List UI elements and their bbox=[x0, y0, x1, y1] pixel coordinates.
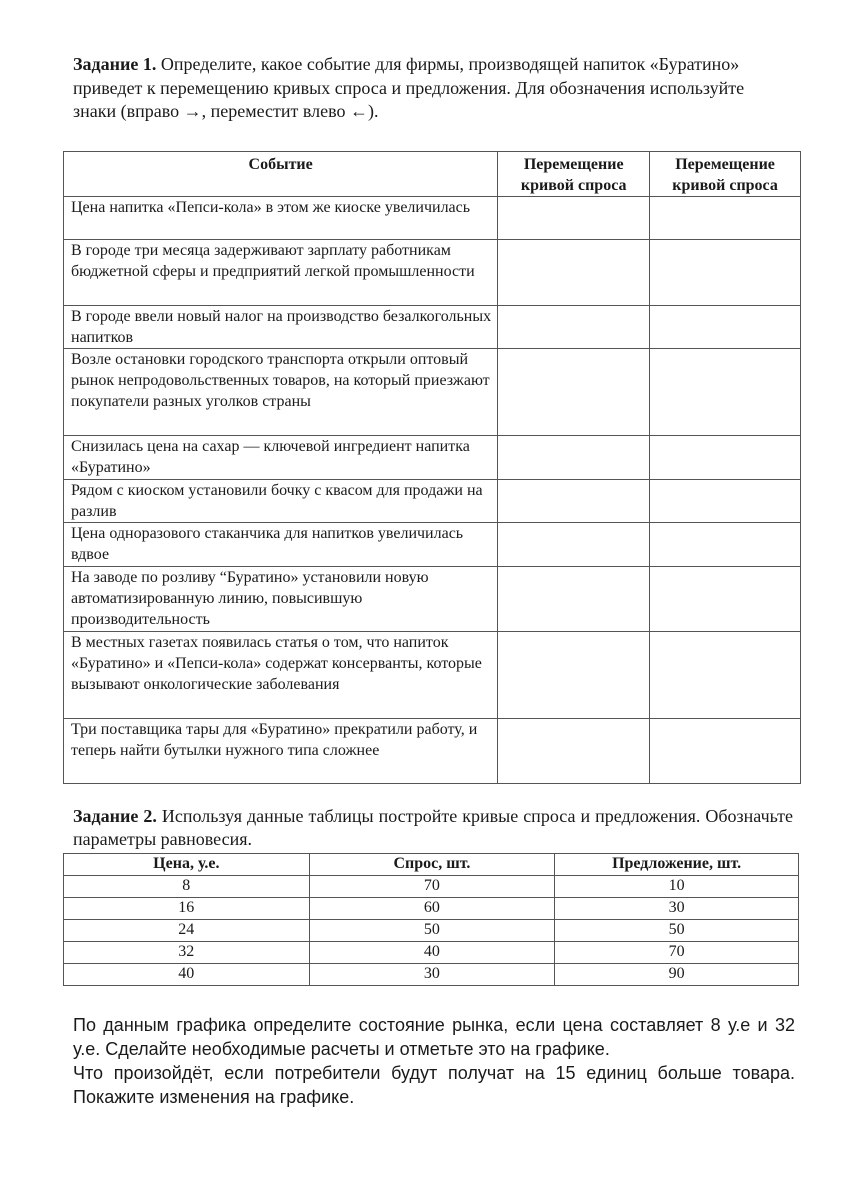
demand-cell: 40 bbox=[309, 942, 555, 964]
events-table bbox=[63, 151, 801, 784]
table-row bbox=[64, 964, 799, 986]
table-row bbox=[64, 523, 801, 567]
supply-cell: 50 bbox=[555, 920, 799, 942]
demand-shift-cell[interactable] bbox=[498, 197, 650, 240]
table-row bbox=[64, 436, 801, 480]
table-row bbox=[64, 942, 799, 964]
table-row bbox=[64, 306, 801, 349]
demand-shift-cell[interactable] bbox=[498, 240, 650, 306]
task1-text: Определите, какое событие для фирмы, производящей напиток «Буратино» приведет к перемещению кривых спроса и предложения. Для обозначения используйте знаки (вправо →, переместит влево ←). bbox=[73, 54, 745, 121]
supply-cell: 70 bbox=[555, 942, 799, 964]
supply-shift-cell[interactable] bbox=[650, 306, 801, 349]
event-cell: В местных газетах появилась статья о том, что напиток «Буратино» и «Пепси-кола» содержат консерванты, которые вызывают онкологические заболевания bbox=[64, 632, 498, 719]
supply-shift-cell[interactable] bbox=[650, 480, 801, 523]
demand-cell: 70 bbox=[309, 876, 555, 898]
supply-shift-cell[interactable] bbox=[650, 567, 801, 632]
price-cell: 40 bbox=[64, 964, 310, 986]
supply-shift-cell[interactable] bbox=[650, 719, 801, 784]
table-row bbox=[64, 719, 801, 784]
header-price: Цена, у.е. bbox=[64, 854, 310, 876]
event-cell: Возле остановки городского транспорта открыли оптовый рынок непродовольственных товаров, на который приезжают покупатели разных уголков страны bbox=[64, 349, 498, 436]
supply-demand-table bbox=[63, 853, 799, 986]
demand-shift-cell[interactable] bbox=[498, 523, 650, 567]
demand-shift-cell[interactable] bbox=[498, 349, 650, 436]
instruction-paragraph: По данным графика определите состояние рынка, если цена составляет 8 у.е и 32 у.е. Сделайте необходимые расчеты и отметьте это на графике. bbox=[73, 1015, 795, 1059]
task2-paragraph bbox=[73, 805, 793, 851]
event-cell: В городе три месяца задерживают зарплату работникам бюджетной сферы и предприятий легкой промышленности bbox=[64, 240, 498, 306]
supply-shift-cell[interactable] bbox=[650, 197, 801, 240]
header-supply: Предложение, шт. bbox=[555, 854, 799, 876]
header-demand-shift: Перемещение кривой спроса bbox=[498, 152, 650, 197]
supply-cell: 30 bbox=[555, 898, 799, 920]
supply-shift-cell[interactable] bbox=[650, 436, 801, 480]
task1-paragraph bbox=[73, 53, 773, 124]
event-cell: Три поставщика тары для «Буратино» прекратили работу, и теперь найти бутылки нужного типа сложнее bbox=[64, 719, 498, 784]
event-cell: Снизилась цена на сахар — ключевой ингредиент напитка «Буратино» bbox=[64, 436, 498, 480]
supply-cell: 90 bbox=[555, 964, 799, 986]
price-cell: 32 bbox=[64, 942, 310, 964]
table-row bbox=[64, 920, 799, 942]
table-row bbox=[64, 876, 799, 898]
price-cell: 24 bbox=[64, 920, 310, 942]
table-row bbox=[64, 349, 801, 436]
event-cell: Рядом с киоском установили бочку с квасом для продажи на разлив bbox=[64, 480, 498, 523]
instructions bbox=[73, 1013, 795, 1109]
event-cell: На заводе по розливу “Буратино» установили новую автоматизированную линию, повысившую производительность bbox=[64, 567, 498, 632]
task1-label: Задание 1. bbox=[73, 54, 157, 74]
table-row bbox=[64, 480, 801, 523]
supply-shift-cell[interactable] bbox=[650, 523, 801, 567]
demand-shift-cell[interactable] bbox=[498, 719, 650, 784]
header-supply-shift: Перемещение кривой спроса bbox=[650, 152, 801, 197]
table-row bbox=[64, 197, 801, 240]
price-cell: 16 bbox=[64, 898, 310, 920]
table-row bbox=[64, 632, 801, 719]
supply-shift-cell[interactable] bbox=[650, 240, 801, 306]
demand-shift-cell[interactable] bbox=[498, 632, 650, 719]
demand-cell: 50 bbox=[309, 920, 555, 942]
price-cell: 8 bbox=[64, 876, 310, 898]
supply-cell: 10 bbox=[555, 876, 799, 898]
demand-shift-cell[interactable] bbox=[498, 480, 650, 523]
table-row bbox=[64, 240, 801, 306]
supply-shift-cell[interactable] bbox=[650, 632, 801, 719]
demand-shift-cell[interactable] bbox=[498, 567, 650, 632]
task2-label: Задание 2. bbox=[73, 806, 157, 826]
event-cell: В городе ввели новый налог на производство безалкогольных напитков bbox=[64, 306, 498, 349]
event-cell: Цена одноразового стаканчика для напитков увеличилась вдвое bbox=[64, 523, 498, 567]
table-row bbox=[64, 567, 801, 632]
table-row bbox=[64, 898, 799, 920]
supply-demand-header bbox=[64, 854, 799, 876]
demand-shift-cell[interactable] bbox=[498, 436, 650, 480]
instruction-paragraph: Что произойдёт, если потребители будут получат на 15 единиц больше товара. Покажите изменения на графике. bbox=[73, 1063, 795, 1107]
demand-cell: 30 bbox=[309, 964, 555, 986]
header-event: Событие bbox=[64, 152, 498, 197]
demand-shift-cell[interactable] bbox=[498, 306, 650, 349]
header-demand: Спрос, шт. bbox=[309, 854, 555, 876]
task2-text: Используя данные таблицы постройте кривые спроса и предложения. Обозначьте параметры равновесия. bbox=[73, 806, 793, 849]
event-cell: Цена напитка «Пепси-кола» в этом же киоске увеличилась bbox=[64, 197, 498, 240]
events-table-header bbox=[64, 152, 801, 197]
supply-shift-cell[interactable] bbox=[650, 349, 801, 436]
demand-cell: 60 bbox=[309, 898, 555, 920]
